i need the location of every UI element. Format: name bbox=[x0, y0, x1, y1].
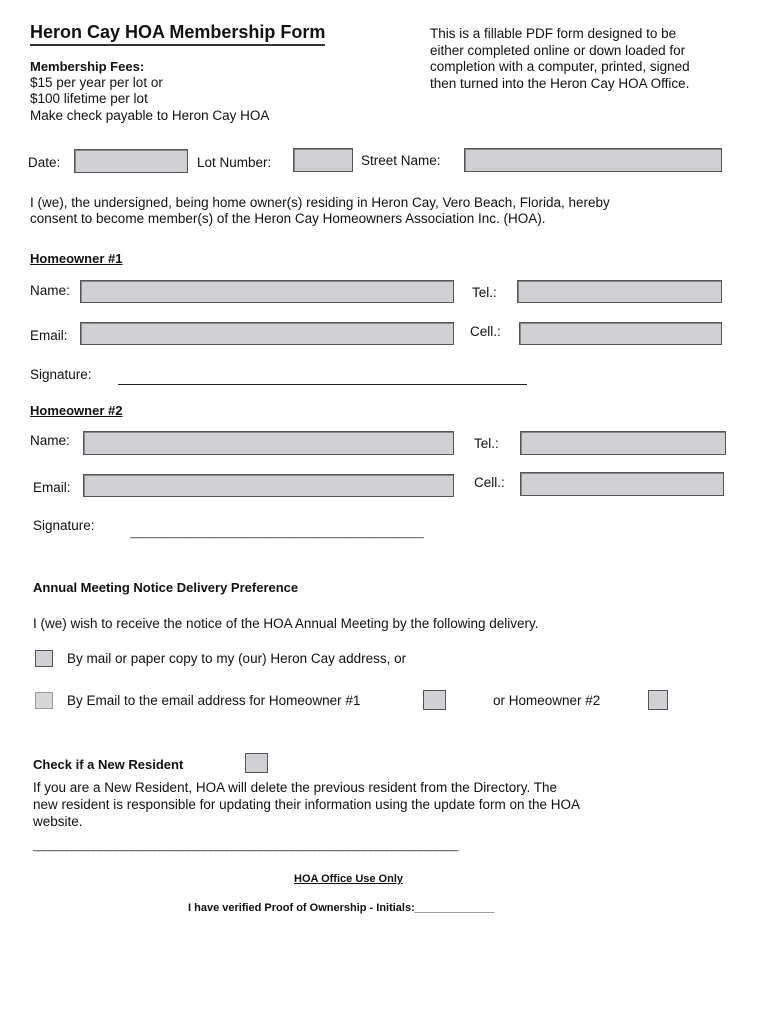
ho1-email-field[interactable] bbox=[80, 322, 454, 345]
ho2-tel-label: Tel.: bbox=[474, 436, 499, 451]
consent-line: consent to become member(s) of the Heron Cay Homeowners Association Inc. (HOA). bbox=[30, 211, 546, 226]
ho1-tel-label: Tel.: bbox=[472, 285, 497, 300]
ho1-name-label: Name: bbox=[30, 283, 70, 298]
separator-line: _____________________________________________________________________________ bbox=[33, 840, 458, 852]
ho1-signature-line[interactable] bbox=[118, 384, 527, 385]
form-title: Heron Cay HOA Membership Form bbox=[30, 21, 325, 46]
annual-meeting-heading: Annual Meeting Notice Delivery Preference bbox=[33, 580, 299, 595]
ho2-cell-field[interactable] bbox=[520, 472, 724, 496]
intro-line: either completed online or down loaded for bbox=[430, 43, 686, 58]
intro-line: then turned into the Heron Cay HOA Office. bbox=[430, 76, 690, 91]
annual-meeting-intro: I (we) wish to receive the notice of the HOA Annual Meeting by the following delivery. bbox=[33, 616, 539, 631]
intro-line: This is a fillable PDF form designed to be bbox=[430, 26, 677, 41]
new-resident-text: website. bbox=[33, 814, 83, 829]
email-delivery-label: By Email to the email address for Homeowner #1 bbox=[67, 693, 361, 708]
fee-line: $15 per year per lot or bbox=[30, 75, 163, 90]
ho1-tel-field[interactable] bbox=[517, 280, 722, 303]
new-resident-text: If you are a New Resident, HOA will delete the previous resident from the Directory. The bbox=[33, 780, 557, 795]
ho2-email-label: Email: bbox=[33, 480, 71, 495]
ho1-signature-label: Signature: bbox=[30, 367, 92, 382]
ho1-email-label: Email: bbox=[30, 328, 68, 343]
ho2-email-field[interactable] bbox=[83, 474, 454, 497]
homeowner2-email-checkbox[interactable] bbox=[648, 690, 668, 710]
new-resident-heading: Check if a New Resident bbox=[33, 757, 184, 772]
homeowner2-email-label: or Homeowner #2 bbox=[493, 693, 601, 708]
lot-number-field[interactable] bbox=[293, 148, 353, 172]
ho2-tel-field[interactable] bbox=[520, 431, 726, 455]
ho2-cell-label: Cell.: bbox=[474, 475, 505, 490]
lot-number-label: Lot Number: bbox=[197, 155, 272, 170]
new-resident-checkbox[interactable] bbox=[245, 753, 268, 773]
new-resident-text: new resident is responsible for updating their information using the update form on the HOA bbox=[33, 797, 581, 812]
ho1-cell-field[interactable] bbox=[519, 322, 722, 345]
fees-heading: Membership Fees: bbox=[30, 59, 145, 74]
mail-delivery-label: By mail or paper copy to my (our) Heron Cay address, or bbox=[67, 651, 407, 666]
date-field[interactable] bbox=[74, 149, 188, 173]
homeowner1-email-checkbox[interactable] bbox=[423, 690, 446, 710]
ho1-cell-label: Cell.: bbox=[470, 324, 501, 339]
consent-line: I (we), the undersigned, being home owner(s) residing in Heron Cay, Vero Beach, Florida, hereby bbox=[30, 195, 610, 210]
homeowner1-heading: Homeowner #1 bbox=[30, 251, 123, 266]
fee-line: $100 lifetime per lot bbox=[30, 91, 148, 106]
ho2-signature-label: Signature: bbox=[33, 518, 95, 533]
street-name-field[interactable] bbox=[464, 148, 722, 172]
homeowner2-heading: Homeowner #2 bbox=[30, 403, 123, 418]
intro-line: completion with a computer, printed, signed bbox=[430, 59, 690, 74]
ownership-verification: I have verified Proof of Ownership - Initials:_____________ bbox=[188, 902, 495, 914]
ho2-name-label: Name: bbox=[30, 433, 70, 448]
ho2-name-field[interactable] bbox=[83, 431, 454, 455]
email-delivery-checkbox[interactable] bbox=[35, 692, 53, 709]
date-label: Date: bbox=[28, 155, 61, 170]
office-use-heading: HOA Office Use Only bbox=[294, 873, 404, 885]
mail-delivery-checkbox[interactable] bbox=[35, 650, 53, 667]
ho2-signature-line[interactable]: ________________________________________________ bbox=[130, 527, 424, 539]
street-name-label: Street Name: bbox=[361, 153, 441, 168]
fee-line: Make check payable to Heron Cay HOA bbox=[30, 108, 270, 123]
ho1-name-field[interactable] bbox=[80, 280, 454, 303]
